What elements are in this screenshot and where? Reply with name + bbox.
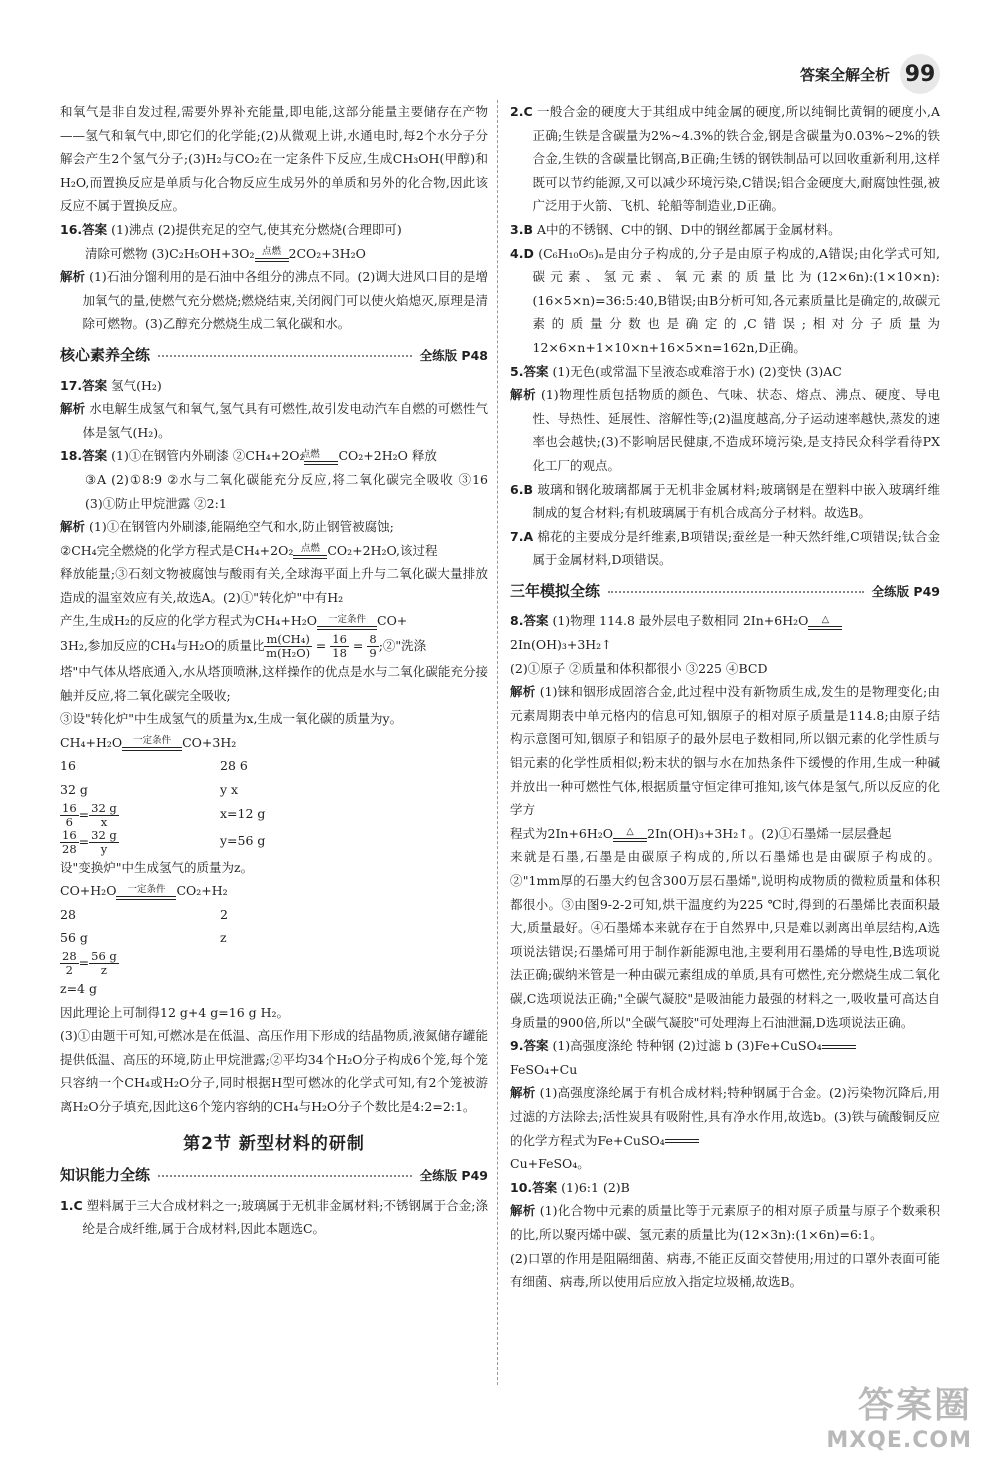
calc1-equation: CH₄+H₂O 一定条件 CO+3H₂ [60,734,237,750]
q16-answer: 16.答案 (1)沸点 (2)提供充足的空气,使其充分燃烧(合理即可) [60,221,402,237]
q9-answer: 9.答案 (1)高强度涤纶 特种钢 (2)过滤 b (3)Fe+CuSO₄ [510,1034,940,1058]
calc2-row2: 56 g z [60,930,227,946]
q18-expl-8: (3)①由题干可知,可燃冰是在低温、高压作用下形成的结晶物质,液氮储存罐能提供低温、高压的环境,防止甲烷泄露;②平均34个H₂O分子构成6个笼,每个笼只容纳一个CH₄或H₂O分子,同时根据H型可燃冰的化学式可知,有2个笼被游离H₂O分子填充,因此这6个笼内容纳的CH₄与H₂O分子个数比是4:2=2:1。 [60,1028,488,1114]
section-three-year-mock: 三年模拟全练 全练版 P49 [510,581,940,600]
intro-paragraph: 和氧气是非自发过程,需要外界补充能量,即电能,这部分能量主要储存在产物——氢气和氧气中,即它们的化学能;(2)从微观上讲,水通电时,每2个水分子分解会产生2个氢气分子;(3)H₂与CO₂在一定条件下反应,生成CH₃OH(甲醇)和H₂O,而置换反应是单质与化合物反应生成另外的单质和另外的化合物,因此该反应不属于置换反应。 [60,104,488,214]
q18-answer: 18.答案 (1)①在钢管内外刷漆 ②CH₄+2O₂ 点燃 CO₂+2H₂O 释放 [60,448,437,464]
q10-expl-1: 解析 (1)化合物中元素的质量比等于元素原子的相对原子质量与原子个数乘积的比,所以聚丙烯中碳、氢元素的质量比为(12×3n):(1×6n)=6:1。 [510,1203,940,1242]
calc1-row1: 16 28 6 [60,758,248,774]
page-number: 99 [900,54,940,94]
page-header [800,54,940,94]
q5-explanation: 解析 (1)物理性质包括物质的颜色、气味、状态、熔点、沸点、硬度、导电性、导热性、延展性、溶解性等;(2)温度越高,分子运动速率越快,蒸发的速率也会越快;(3)不影响居民健康,不造成环境污染,是支持民众科学看待PX化工厂的观点。 [510,387,940,473]
q8-answer: 8.答案 (1)物理 114.8 最外层电子数相同 2In+6H₂O △ [510,609,940,633]
q10-answer: 10.答案 (1)6:1 (2)B [510,1179,630,1195]
reaction-arrow: 点燃 [255,246,289,262]
q8-answer-cont: 2In(OH)₃+3H₂↑ [510,637,612,653]
q4-answer: 4.D (C₆H₁₀O₅)ₙ是由分子构成的,分子是由原子构成的,A错误;由化学式可知,碳元素、氢元素、氧元素的质量比为(12×6n):(1×10×n):(16×5×n)=36:5:40,B错误;由B分析可知,各元素质量比是确定的,故碳元素的质量分数也是确定的,C错误;相对分子质量为12×6×n+1×10×n+16×5×n=162n,D正确。 [510,245,940,355]
q8-answer-2: (2)①原子 ②质量和体积都很小 ③225 ④BCD [510,660,768,676]
calc1-frac-y: $\frac{16}{28}$ = $\frac{32 g}{y}$ y=56 g [62,827,266,856]
watermark-text: 答案圈 [857,1385,972,1426]
watermark-url: MXQE.COM [826,1428,972,1453]
chapter-title: 第2节 新型材料的研制 [183,1133,365,1154]
q16-explanation: 解析 (1)石油分馏利用的是石油中各组分的沸点不同。(2)调大进风口目的是增加氧气的量,使燃气充分燃烧;燃烧结束,关闭阀门可以使火焰熄灭,原理是清除可燃物。(3)乙醇充分燃烧生成二氧化碳和水。 [60,269,488,332]
q8-expl-2: 程式为2In+6H₂O △ 2In(OH)₃+3H₂↑。(2)①石墨烯一层层叠起 [510,825,892,841]
left-column [60,100,488,1241]
q18-expl-1: 解析 (1)①在钢管内外刷漆,能隔绝空气和水,防止钢管被腐蚀; [60,519,394,535]
q1-answer: 1.C 塑料属于三大合成材料之一;玻璃属于无机非金属材料;不锈钢属于合金;涤纶是合成纤维,属于合成材料,因此本题选C。 [60,1197,488,1237]
right-column [510,100,940,1294]
calc2-equation: CO+H₂O 一定条件 CO₂+H₂ [60,883,228,899]
q18-expl-3: 释放能量;③石刻文物被腐蚀与酸雨有关,全球海平面上升与二氧化碳大量排放造成的温室效应有关,故选A。(2)①"转化炉"中有H₂ [60,566,488,605]
q8-expl-3: 来就是石墨,石墨是由碳原子构成的,所以石墨烯也是由碳原子构成的。②"1mm厚的石墨大约包含300万层石墨烯",说明构成物质的微粒质量和体积都很小。③由图9-2-2可知,烘干温度约为225 ℃时,得到的石墨烯比表面积最大,质量最好。④石墨烯本来就存在于自然界中,只是难以剥离出单层结构,A选项说法错误;石墨烯可用于制作新能源电池,主要利用石墨烯的导电性,B选项说法正确;碳纳米管是一种由碳元素组成的单质,具有可燃性,充分燃烧生成二氧化碳,C选项说法正确;"全碳气凝胶"是吸油能力最强的材料之一,吸收量可高达自身质量的900倍,所以"全碳气凝胶"可处理海上石油泄漏,D选项说法正确。 [510,849,940,1030]
calc1-row2: 32 g y x [60,782,239,798]
header-title: 答案全解全析 [799,65,890,84]
calc2-intro: 设"变换炉"中生成氢气的质量为z。 [60,859,254,875]
q6-answer: 6.B 玻璃和钢化玻璃都属于无机非金属材料;玻璃钢是在塑料中嵌入玻璃纤维制成的复合材料;有机玻璃属于有机合成高分子材料。故选B。 [510,481,940,521]
calc2-result: z=4 g [60,981,97,996]
q8-expl-1: 解析 (1)铼和铟形成固溶合金,此过程中没有新物质生成,发生的是物理变化;由元素周期表中单元格内的信息可知,铟原子的相对原子质量是114.8;由原子结构示意图可知,铟原子和铝原子的最外层电子数相同,所以铟元素的化学性质与铝元素的化学性质相似;粉末状的铟与水在加热条件下缓慢的作用,生成一种碱并放出一种可燃性气体,根据质量守恒定律可推知,该气体是氢气,所以反应的化学方 [510,684,940,818]
q18-expl-2: ②CH₄完全燃烧的化学方程式是CH₄+2O₂ 点燃 CO₂+2H₂O,该过程 [60,542,438,558]
q18-expl-7: ③设"转化炉"中生成氢气的质量为x,生成一氧化碳的质量为y。 [60,711,403,727]
q7-answer: 7.A 棉花的主要成分是纤维素,B项错误;蚕丝是一种天然纤维,C项错误;钛合金属于金属材料,D项错误。 [510,528,940,568]
q16-equation: 清除可燃物 (3)C₂H₅OH+3O₂ 点燃 2CO₂+3H₂O [85,245,366,261]
q10-expl-2: (2)口罩的作用是阻隔细菌、病毒,不能正反面交替使用;用过的口罩外表面可能有细菌、病毒,所以使用后应放入指定垃圾桶,故选B。 [510,1250,940,1290]
calc1-frac-x: $\frac{16}{6}$ = $\frac{32 g}{x}$ x=12 g [62,800,266,829]
q18-expl-6: 塔"中气体从塔底通入,水从塔顶喷淋,这样操作的优点是水与二氧化碳能充分接触并反应,将二氧化碳完全吸收; [60,664,488,703]
section-knowledge-ability: 知识能力全练 全练版 P49 [60,1166,488,1185]
q18-expl-5: 3H₂,参加反应的CH₄与H₂O的质量比 $\frac{\text{m(CH₄)}}{\text{m(H₂O)}}$ = $\frac{16}{18}$ = $\frac{8}{9}$ ;②"洗涤 [60,632,427,661]
calc2-row1: 28 2 [60,906,228,922]
q17-answer: 17.答案 氢气(H₂) [60,377,162,393]
watermark-logo [826,1377,972,1453]
q9-expl-1: 解析 (1)高强度涤纶属于有机合成材料;特种钢属于合金。(2)污染物沉降后,用过滤的方法除去;活性炭具有吸附性,具有净水作用,故选b。(3)铁与硫酸铜反应的化学方程式为Fe+CuSO₄ [510,1085,940,1148]
q9-expl-2: Cu+FeSO₄。 [510,1156,590,1172]
q17-explanation: 解析 水电解生成氢气和氧气,氢气具有可燃性,故引发电动汽车自燃的可燃性气体是氢气(H₂)。 [60,401,488,440]
calc2-frac: $\frac{28}{2}$ = $\frac{56 g}{z}$ [62,949,117,977]
column-divider [497,100,498,1385]
q2-answer: 2.C 一般合金的硬度大于其组成中纯金属的硬度,所以纯铜比黄铜的硬度小,A正确;生铁是含碳量为2%~4.3%的铁合金,钢是含碳量为0.03%~2%的铁合金,生铁的含碳量比钢高,B正确;生锈的钢铁制品可以回收重新利用,这样既可以节约能源,又可以减少环境污染,C错误;铝合金硬度大,耐腐蚀性强,被广泛用于火箭、飞机、轮船等制造业,D正确。 [510,104,940,214]
q18-expl-4: 产生,生成H₂的反应的化学方程式为CH₄+H₂O 一定条件 CO+ [60,613,408,629]
q3-answer: 3.B A中的不锈钢、C中的钢、D中的钢丝都属于金属材料。 [510,221,841,237]
section-core-literacy: 核心素养全练 全练版 P48 [60,345,488,364]
q5-answer: 5.答案 (1)无色(或常温下呈液态或难溶于水) (2)变快 (3)AC [510,363,842,379]
q9-answer-cont: FeSO₄+Cu [510,1061,578,1077]
q18-answer-cont: ③A (2)①8:9 ②水与二氧化碳能充分反应,将二氧化碳完全吸收 ③16 (3)①防止甲烷泄露 ②2:1 [85,471,488,511]
calc-total: 因此理论上可制得12 g+4 g=16 g H₂。 [60,1004,290,1020]
